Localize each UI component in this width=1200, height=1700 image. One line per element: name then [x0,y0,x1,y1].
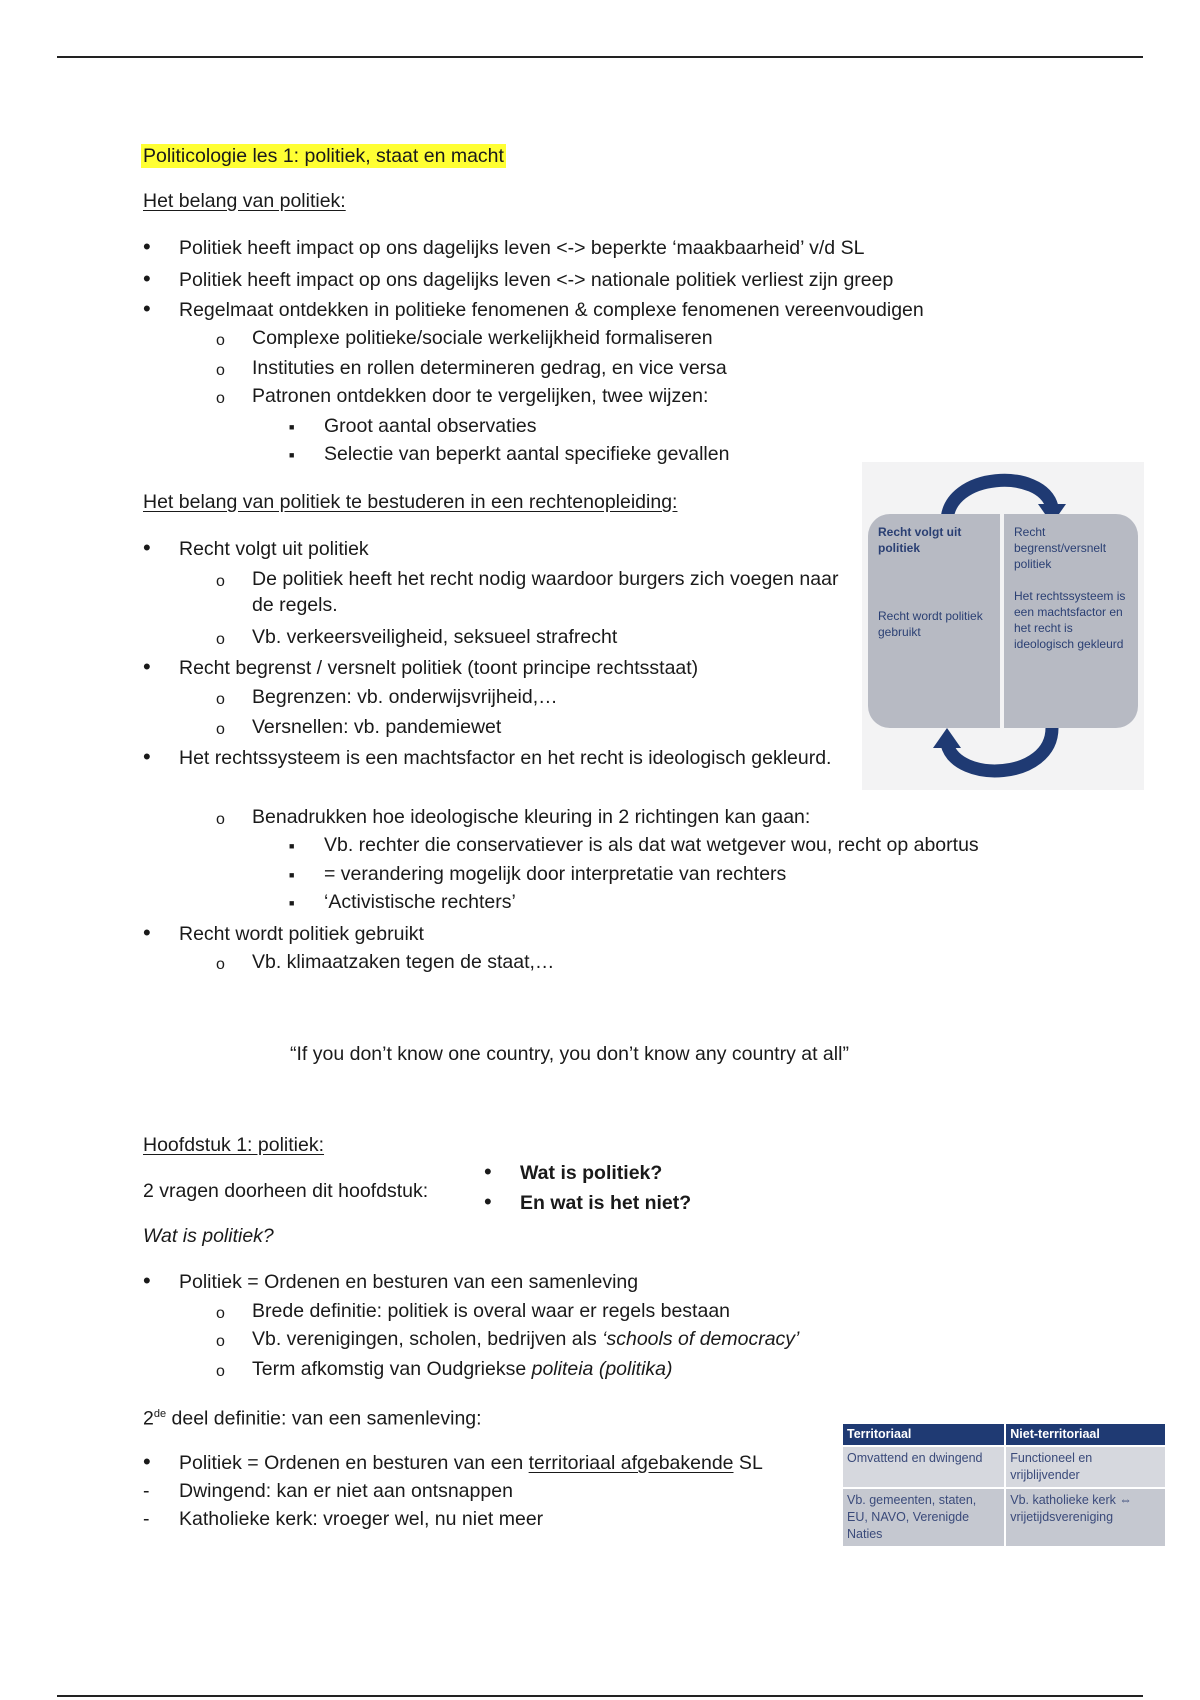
bullet-dot [484,1189,492,1216]
table-cell: Functioneel en vrijblijvender [1005,1446,1165,1488]
list-item [252,1326,799,1352]
bullet-dot [143,296,151,323]
section-heading-belang: Het belang van politiek: [143,190,346,212]
bullet-circle [216,1327,225,1355]
text-span: ‘schools of democracy’ [602,1328,800,1350]
top-rule [57,56,1143,58]
question-1: Wat is politiek? [520,1162,663,1184]
text-span: SL [733,1452,763,1474]
list-item: Begrenzen: vb. onderwijsvrijheid,… [252,686,558,708]
territorial-table [843,1424,1165,1546]
bullet-dot [143,744,151,771]
list-item [179,1450,763,1476]
list-item: De politiek heeft het recht nodig waardoor burgers zich voegen naar de regels. [252,568,839,616]
table-header: Niet-territoriaal [1005,1424,1165,1446]
bullet-square [289,414,294,443]
bullet-circle [216,326,225,354]
text-span: 2 [143,1407,154,1430]
bullet-circle [216,685,225,713]
bullet-dot [143,266,151,293]
bullet-circle [216,805,225,833]
table-header: Territoriaal [843,1424,1005,1446]
bullet-square [289,890,294,919]
text-span: Politiek = Ordenen en besturen van een [179,1452,529,1474]
list-item: Recht wordt politiek gebruikt [179,923,424,945]
bullet-circle [216,950,225,978]
table-row [843,1488,1165,1546]
bullet-dot [143,535,151,562]
list-item: Instituties en rollen determineren gedrag, en vice versa [252,357,727,379]
page-title: Politicologie les 1: politiek, staat en macht [143,145,504,167]
questions-label: 2 vragen doorheen dit hoofdstuk: [143,1180,429,1202]
bullet-circle [216,715,225,743]
text-span: Term afkomstig van Oudgriekse [252,1358,532,1380]
bullet-dot [143,234,151,261]
table-cell: Vb. gemeenten, staten, EU, NAVO, Verenigde Naties [843,1488,1005,1546]
list-item: Politiek = Ordenen en besturen van een samenleving [179,1271,639,1293]
text-span: politeia (politika) [531,1358,673,1380]
part2-heading [143,1401,482,1432]
bullet-circle [216,625,225,653]
list-item: Recht begrenst / versnelt politiek (toont principe rechtsstaat) [179,657,699,679]
list-item: Brede definitie: politiek is overal waar er regels bestaan [252,1300,731,1322]
text-span: territoriaal afgebakende [528,1452,734,1474]
list-item: Vb. klimaatzaken tegen de staat,… [252,951,555,973]
bullet-dot [143,1268,151,1295]
section-heading-rechtenopleiding: Het belang van politiek te bestuderen in een rechtenopleiding: [143,491,678,513]
list-item: Selectie van beperkt aantal specifieke gevallen [324,443,730,465]
bottom-rule [57,1695,1143,1697]
table-row [843,1446,1165,1488]
law-politics-cycle-diagram [862,462,1144,790]
diagram-label: Recht wordt politiek gebruikt [878,609,983,639]
list-item: Dwingend: kan er niet aan ontsnappen [179,1480,513,1502]
bullet-square [289,442,294,471]
list-item: Recht volgt uit politiek [179,538,369,560]
diagram-label: Het rechtssysteem is een machtsfactor en het recht is ideologisch gekleurd [1014,589,1126,651]
bullet-dash [143,1478,150,1504]
quote: “If you don’t know one country, you don’t know any country at all” [290,1043,849,1065]
list-item: Katholieke kerk: vroeger wel, nu niet meer [179,1508,544,1530]
question-2: En wat is het niet? [520,1192,692,1214]
diagram-label: Recht begrenst/versnelt politiek [1014,525,1107,571]
list-item: Vb. verkeersveiligheid, seksueel strafrecht [252,626,618,648]
list-item: Politiek heeft impact op ons dagelijks leven <-> nationale politiek verliest zijn greep [179,269,894,291]
list-item [252,1356,673,1382]
list-item: ‘Activistische rechters’ [324,891,516,913]
table-header-row [843,1424,1165,1446]
bullet-dot [143,920,151,947]
bullet-circle [216,384,225,412]
list-item: Het rechtssysteem is een machtsfactor en het recht is ideologisch gekleurd. [179,747,832,769]
list-item: Benadrukken hoe ideologische kleuring in 2 richtingen kan gaan: [252,806,811,828]
bullet-dot [484,1159,492,1186]
bullet-dash [143,1506,150,1532]
subheading: Wat is politiek? [143,1225,274,1247]
table-cell: Omvattend en dwingend [843,1446,1005,1488]
bullet-dot [143,654,151,681]
chapter-heading: Hoofdstuk 1: politiek: [143,1134,325,1156]
list-item: Complexe politieke/sociale werkelijkheid formaliseren [252,327,713,349]
bullet-circle [216,1299,225,1327]
list-item: = verandering mogelijk door interpretatie van rechters [324,863,787,885]
list-item: Politiek heeft impact op ons dagelijks leven <-> beperkte ‘maakbaarheid’ v/d SL [179,237,865,259]
bullet-square [289,862,294,891]
text-span: de [153,1408,167,1420]
bullet-dot [143,1449,151,1476]
diagram-label: Recht volgt uit politiek [878,525,962,555]
bullet-square [289,833,294,862]
bullet-circle [216,1357,225,1385]
text-span: Vb. verenigingen, scholen, bedrijven als [252,1328,603,1350]
table-cell: Vb. katholieke kerk ⇔ vrijetijdsvereniging [1005,1488,1165,1546]
bullet-circle [216,356,225,384]
list-item: Regelmaat ontdekken in politieke fenomenen & complexe fenomenen vereenvoudigen [179,299,924,321]
text-span: deel definitie: van een samenleving: [166,1407,482,1430]
bullet-circle [216,567,225,595]
list-item: Groot aantal observaties [324,415,537,437]
list-item: Versnellen: vb. pandemiewet [252,716,502,738]
list-item: Patronen ontdekken door te vergelijken, twee wijzen: [252,385,709,407]
diagram-box-left [868,514,1000,728]
diagram-box-right [1004,514,1138,728]
list-item: Vb. rechter die conservatiever is als dat wat wetgever wou, recht op abortus [324,834,979,856]
